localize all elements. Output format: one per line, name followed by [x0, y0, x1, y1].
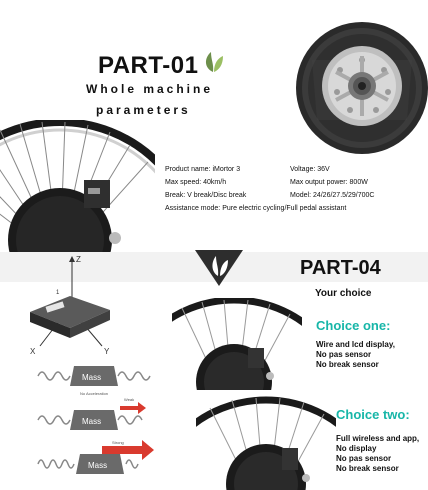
row1-caption: No Acceleration	[80, 391, 109, 396]
row3-caption: Strong	[112, 440, 124, 445]
hub-motor-disc-image	[292, 20, 428, 156]
spec-brake: Break: V break/Disc break	[165, 192, 247, 199]
choice-one-title: Choice one:	[316, 318, 391, 333]
mass-label-2: Mass	[82, 417, 102, 426]
spec-assistance: Assistance mode: Pure electric cycling/Full pedal assistant	[165, 205, 347, 212]
section1-subtitle-line2: parameters	[96, 103, 191, 117]
axis-x-label: X	[30, 347, 36, 356]
acceleration-sensor-diagram	[30, 362, 170, 488]
choice-two-title: Choice two:	[336, 407, 410, 422]
choice-two-line-3: No pas sensor	[336, 454, 392, 463]
choice-one-line-1: Wire and lcd display,	[316, 340, 395, 349]
mass-label-1: Mass	[82, 373, 102, 382]
choice-one-line-2: No pas sensor	[316, 350, 372, 359]
section1-title: PART-01	[98, 52, 199, 79]
wheel-image-choice-one	[172, 298, 302, 390]
section2-subtitle: Your choice	[315, 288, 372, 299]
choice-one-line-3: No break sensor	[316, 360, 379, 369]
triangle-leaf-icon	[195, 250, 243, 286]
choice-two-line-1: Full wireless and app,	[336, 434, 420, 443]
spec-max-speed: Max speed: 40km/h	[165, 179, 227, 186]
section2-title: PART-04	[300, 257, 381, 279]
axis-y-label: Y	[104, 347, 110, 356]
spec-product-name: Product name: iMortor 3	[165, 166, 241, 173]
wheel-image-choice-two	[196, 396, 336, 490]
choice-two-line-4: No break sensor	[336, 464, 399, 473]
mass-label-3: Mass	[88, 461, 108, 470]
axes-diagram	[10, 250, 130, 358]
axis-z-label: Z	[76, 255, 81, 264]
leaf-icon	[202, 50, 224, 74]
wheel-image-1	[0, 120, 155, 255]
axis-one-label: 1	[56, 290, 60, 296]
row2-caption: Weak	[124, 397, 135, 402]
spec-max-power: Max output power: 800W	[290, 179, 368, 186]
spec-model: Model: 24/26/27.5/29/700C	[290, 192, 375, 199]
section1-subtitle-line1: Whole machine	[86, 82, 214, 96]
choice-two-line-2: No display	[336, 444, 377, 453]
spec-voltage: Voltage: 36V	[290, 166, 330, 173]
